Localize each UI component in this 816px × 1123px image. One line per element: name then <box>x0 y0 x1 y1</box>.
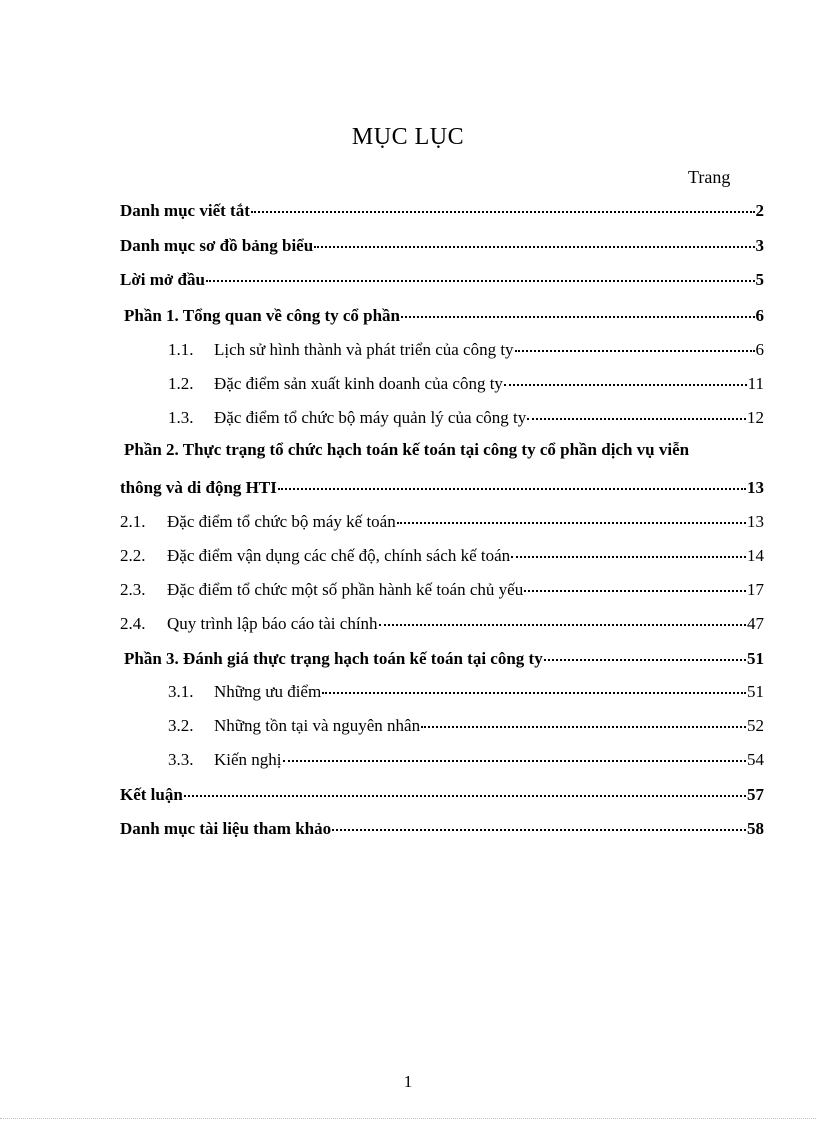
toc-entry-number: 3.1. <box>168 682 194 701</box>
dot-leader <box>515 349 755 352</box>
toc-entry-page: 17 <box>747 580 764 599</box>
dot-leader <box>206 279 755 282</box>
toc-entry-label: Đặc điểm sản xuất kinh doanh của công ty <box>214 374 503 393</box>
toc-entry-page: 14 <box>747 546 764 565</box>
toc-entry-number: 2.1. <box>120 512 146 531</box>
toc-entry-danh-muc-so-do[interactable] <box>120 236 764 260</box>
dot-leader <box>278 487 746 490</box>
dot-leader <box>314 245 754 248</box>
toc-entry-page: 47 <box>747 614 764 633</box>
toc-entry-label: Kết luận <box>120 785 183 804</box>
toc-entry-label: thông và di động HTI <box>120 478 277 497</box>
toc-entry-ket-luan[interactable] <box>120 785 764 809</box>
dot-leader <box>511 555 746 558</box>
toc-entry-page: 57 <box>747 785 764 804</box>
toc-entry-number: 3.3. <box>168 750 194 769</box>
toc-entry-number: 2.3. <box>120 580 146 599</box>
toc-entry-page: 5 <box>755 270 764 289</box>
toc-entry-page: 51 <box>747 682 764 701</box>
toc-entry-phan-3[interactable] <box>124 649 764 673</box>
dot-leader <box>283 759 746 762</box>
toc-entry-page: 3 <box>755 236 764 255</box>
toc-entry-number: 2.2. <box>120 546 146 565</box>
toc-entry-phan-1[interactable] <box>124 306 764 330</box>
toc-entry-page: 12 <box>747 408 764 427</box>
toc-entry-number: 1.3. <box>168 408 194 427</box>
toc-entry-page: 2 <box>755 201 764 220</box>
toc-entry-page: 54 <box>747 750 764 769</box>
toc-entry-number: 2.4. <box>120 614 146 633</box>
toc-entry-tai-lieu-tham-khao[interactable] <box>120 819 764 843</box>
toc-entry-2-4[interactable] <box>120 614 764 638</box>
toc-entry-label: Phần 3. Đánh giá thực trạng hạch toán kế toán tại công ty <box>124 649 543 668</box>
toc-entry-number: 3.2. <box>168 716 194 735</box>
toc-entry-label: Đặc điểm tổ chức bộ máy kế toán <box>167 512 396 531</box>
toc-entry-label: Những ưu điểm <box>214 682 322 701</box>
dot-leader <box>379 623 746 626</box>
toc-entry-page: 6 <box>755 340 764 359</box>
toc-entry-label: Kiến nghị <box>214 750 282 769</box>
toc-entry-page: 13 <box>747 512 764 531</box>
toc-entry-label: Phần 1. Tổng quan về công ty cổ phần <box>124 306 401 325</box>
toc-entry-page: 52 <box>747 716 764 735</box>
toc-entry-page: 11 <box>747 374 764 393</box>
toc-entry-label: Đặc điểm vận dụng các chế độ, chính sách kế toán <box>167 546 511 565</box>
toc-entry-loi-mo-dau[interactable] <box>120 270 764 294</box>
toc-entry-number: 1.1. <box>168 340 194 359</box>
toc-entry-danh-muc-viet-tat[interactable] <box>120 201 764 225</box>
toc-entry-3-2[interactable] <box>168 716 764 740</box>
toc-entry-1-1[interactable] <box>168 340 764 364</box>
toc-entry-label: Đặc điểm tổ chức một số phần hành kế toán chủ yếu <box>167 580 524 599</box>
toc-entry-1-3[interactable] <box>168 408 764 432</box>
toc-entry-page: 51 <box>747 649 764 668</box>
dot-leader <box>544 658 746 661</box>
toc-entry-phan-2-line-1[interactable]: Phần 2. Thực trạng tổ chức hạch toán kế toán tại công ty cổ phần dịch vụ viễn <box>124 440 690 459</box>
toc-entry-label: Quy trình lập báo cáo tài chính <box>167 614 378 633</box>
toc-entry-label: Những tồn tại và nguyên nhân <box>214 716 421 735</box>
toc-entry-3-3[interactable] <box>168 750 764 774</box>
dot-leader <box>332 828 746 831</box>
page-number: 1 <box>403 1072 413 1091</box>
dot-leader <box>504 383 747 386</box>
toc-entry-phan-2[interactable] <box>120 478 764 502</box>
dot-leader <box>524 589 746 592</box>
dot-leader <box>397 521 746 524</box>
toc-entry-label: Đặc điểm tổ chức bộ máy quản lý của công ty <box>214 408 527 427</box>
dot-leader <box>184 794 746 797</box>
toc-entry-2-1[interactable] <box>120 512 764 536</box>
toc-entry-page: 13 <box>747 478 764 497</box>
dot-leader <box>421 725 746 728</box>
toc-entry-2-3[interactable] <box>120 580 764 604</box>
toc-entry-label: Lịch sử hình thành và phát triển của công ty <box>214 340 514 359</box>
dot-leader <box>527 417 746 420</box>
dot-leader <box>251 210 755 213</box>
page-column-header: Trang <box>688 167 731 187</box>
toc-entry-label: Danh mục viết tắt <box>120 201 250 220</box>
toc-title: MỤC LỤC <box>351 124 465 150</box>
toc-entry-label: Danh mục tài liệu tham khảo <box>120 819 332 838</box>
toc-entry-page: 58 <box>747 819 764 838</box>
toc-entry-label: Danh mục sơ đồ bảng biểu <box>120 236 314 255</box>
toc-entry-2-2[interactable] <box>120 546 764 570</box>
toc-entry-page: 6 <box>755 306 764 325</box>
toc-entry-3-1[interactable] <box>168 682 764 706</box>
page-bottom-divider <box>0 1118 816 1119</box>
dot-leader <box>322 691 746 694</box>
toc-entry-number: 1.2. <box>168 374 194 393</box>
toc-entry-label: Lời mở đầu <box>120 270 205 289</box>
dot-leader <box>401 315 754 318</box>
toc-entry-1-2[interactable] <box>168 374 764 398</box>
